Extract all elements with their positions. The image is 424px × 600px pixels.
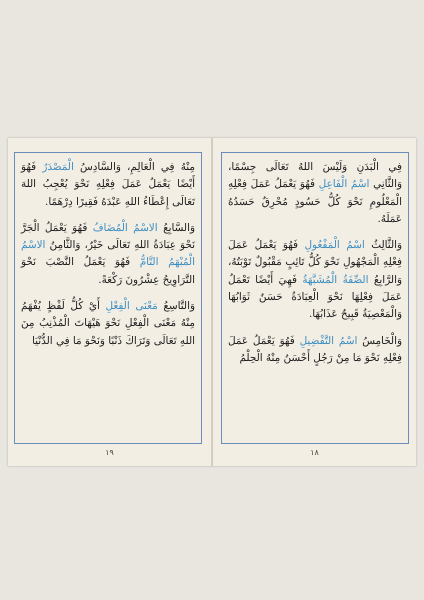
right-page-frame: [221, 152, 409, 444]
left-page-number: ١٩: [105, 448, 114, 457]
highlighted-term: اسْمُ الْمَفْعُولِ: [304, 239, 365, 252]
text-run: أَيْ كُلُّ لَفْظٍ يُفْهَمُ مِنْهُ مَعْنَى الْفِعْلِ نَحْوَ هَيْهَاتَ الْمُذْنِبُ مِنَ اللهِ تَعَالَى وَتَرَاكَ ذَنْبًا وَنَحْوَ مَا فِي الدُّنْيَا: [21, 300, 195, 347]
text-run: فَهُوَ يَعْمَلُ الْجَرَّ نَحْوَ عِبَادَةُ اللهِ تَعَالَى خَيْرٌ، وَالثَّامِنُ: [21, 221, 195, 252]
paragraph: [21, 298, 195, 350]
highlighted-term: الْمَصْدَرُ: [42, 161, 74, 173]
highlighted-term: اسْمُ التَّفْضِيلِ: [299, 334, 358, 347]
text-run: فَهُوَ يَعْمَلُ عَمَلَ فِعْلِهِ الْمَجْهُولِ نَحْوَ كُلُّ تَائِبٍ مَقْبُولٌ تَوْبَتُهُ، وَالرَّابِعُ: [228, 239, 402, 286]
text-run: فَهُوَ يَعْمَلُ النَّصْبَ نَحْوَ التَّرَاوِيحُ عِشْرُونَ رَكْعَةً.: [21, 256, 195, 286]
text-run: فَهِيَ أَيْضًا تَعْمَلُ عَمَلَ فِعْلِهَا نَحْوَ الْعِبَادَةُ حَسَنٌ ثَوَابُهَا وَالْمَعْصِيَةُ قَبِيحٌ عَذَابُهَا.: [228, 273, 402, 321]
highlighted-term: مَعْنَى الْفِعْلِ: [105, 300, 158, 313]
right-page-body: [228, 159, 402, 437]
paragraph: [228, 237, 402, 323]
text-run: مِنْهُ فِي الْعَالِمِ، وَالسَّادِسُ: [73, 161, 195, 173]
left-page-frame: [14, 152, 202, 444]
right-page-number: ١٨: [310, 448, 319, 457]
highlighted-term: الاسْمُ الْمُبْهَمُ التَّامُّ: [21, 239, 195, 269]
text-run: وَالتَّاسِعُ: [157, 300, 195, 313]
text-run: فَهُوَ يَعْمَلُ عَمَلَ فِعْلِهِ الْمَعْلُومِ نَحْوَ كُلُّ حَسُودٍ مُحْرِقٌ حَسَدُهُ عَمَلَهُ.: [228, 178, 402, 225]
highlighted-term: اسْمُ الْفَاعِلِ: [318, 178, 370, 191]
right-page: [213, 138, 416, 466]
highlighted-term: الصِّفَةُ الْمُشَبَّهَةُ: [302, 273, 369, 286]
paragraph: [21, 159, 195, 211]
paragraph: [228, 333, 402, 368]
text-run: وَالثَّالِثُ: [364, 239, 403, 252]
text-run: فَهُوَ يَعْمَلُ عَمَلَ فِعْلِهِ نَحْوَ مَا مِنْ رَجُلٍ أَحْسَنُ مِنْهُ الْحِلْمُ: [228, 334, 402, 364]
paragraph: [21, 220, 195, 289]
left-page: [8, 138, 211, 466]
paragraph: [228, 159, 402, 228]
text-run: وَالسَّابِعُ: [157, 221, 195, 234]
book-spread: [8, 138, 416, 466]
left-page-body: [21, 159, 195, 437]
highlighted-term: الاسْمُ الْمُضَافُ: [92, 221, 158, 234]
text-run: وَالْخَامِسُ: [357, 334, 403, 347]
text-run: فَهُوَ أَيْضًا يَعْمَلُ عَمَلَ فِعْلِهِ نَحْوَ يُعْجِبُ اللهَ تَعَالَى إِعْطَاءُ اللهِ عَبْدَهُ فَقِيرًا دِرْهَمًا.: [21, 161, 195, 208]
text-run: فِي الْبَدَنِ وَلَيْسَ اللهُ تَعَالَى جِسْمًا، وَالثَّانِي: [228, 161, 403, 191]
